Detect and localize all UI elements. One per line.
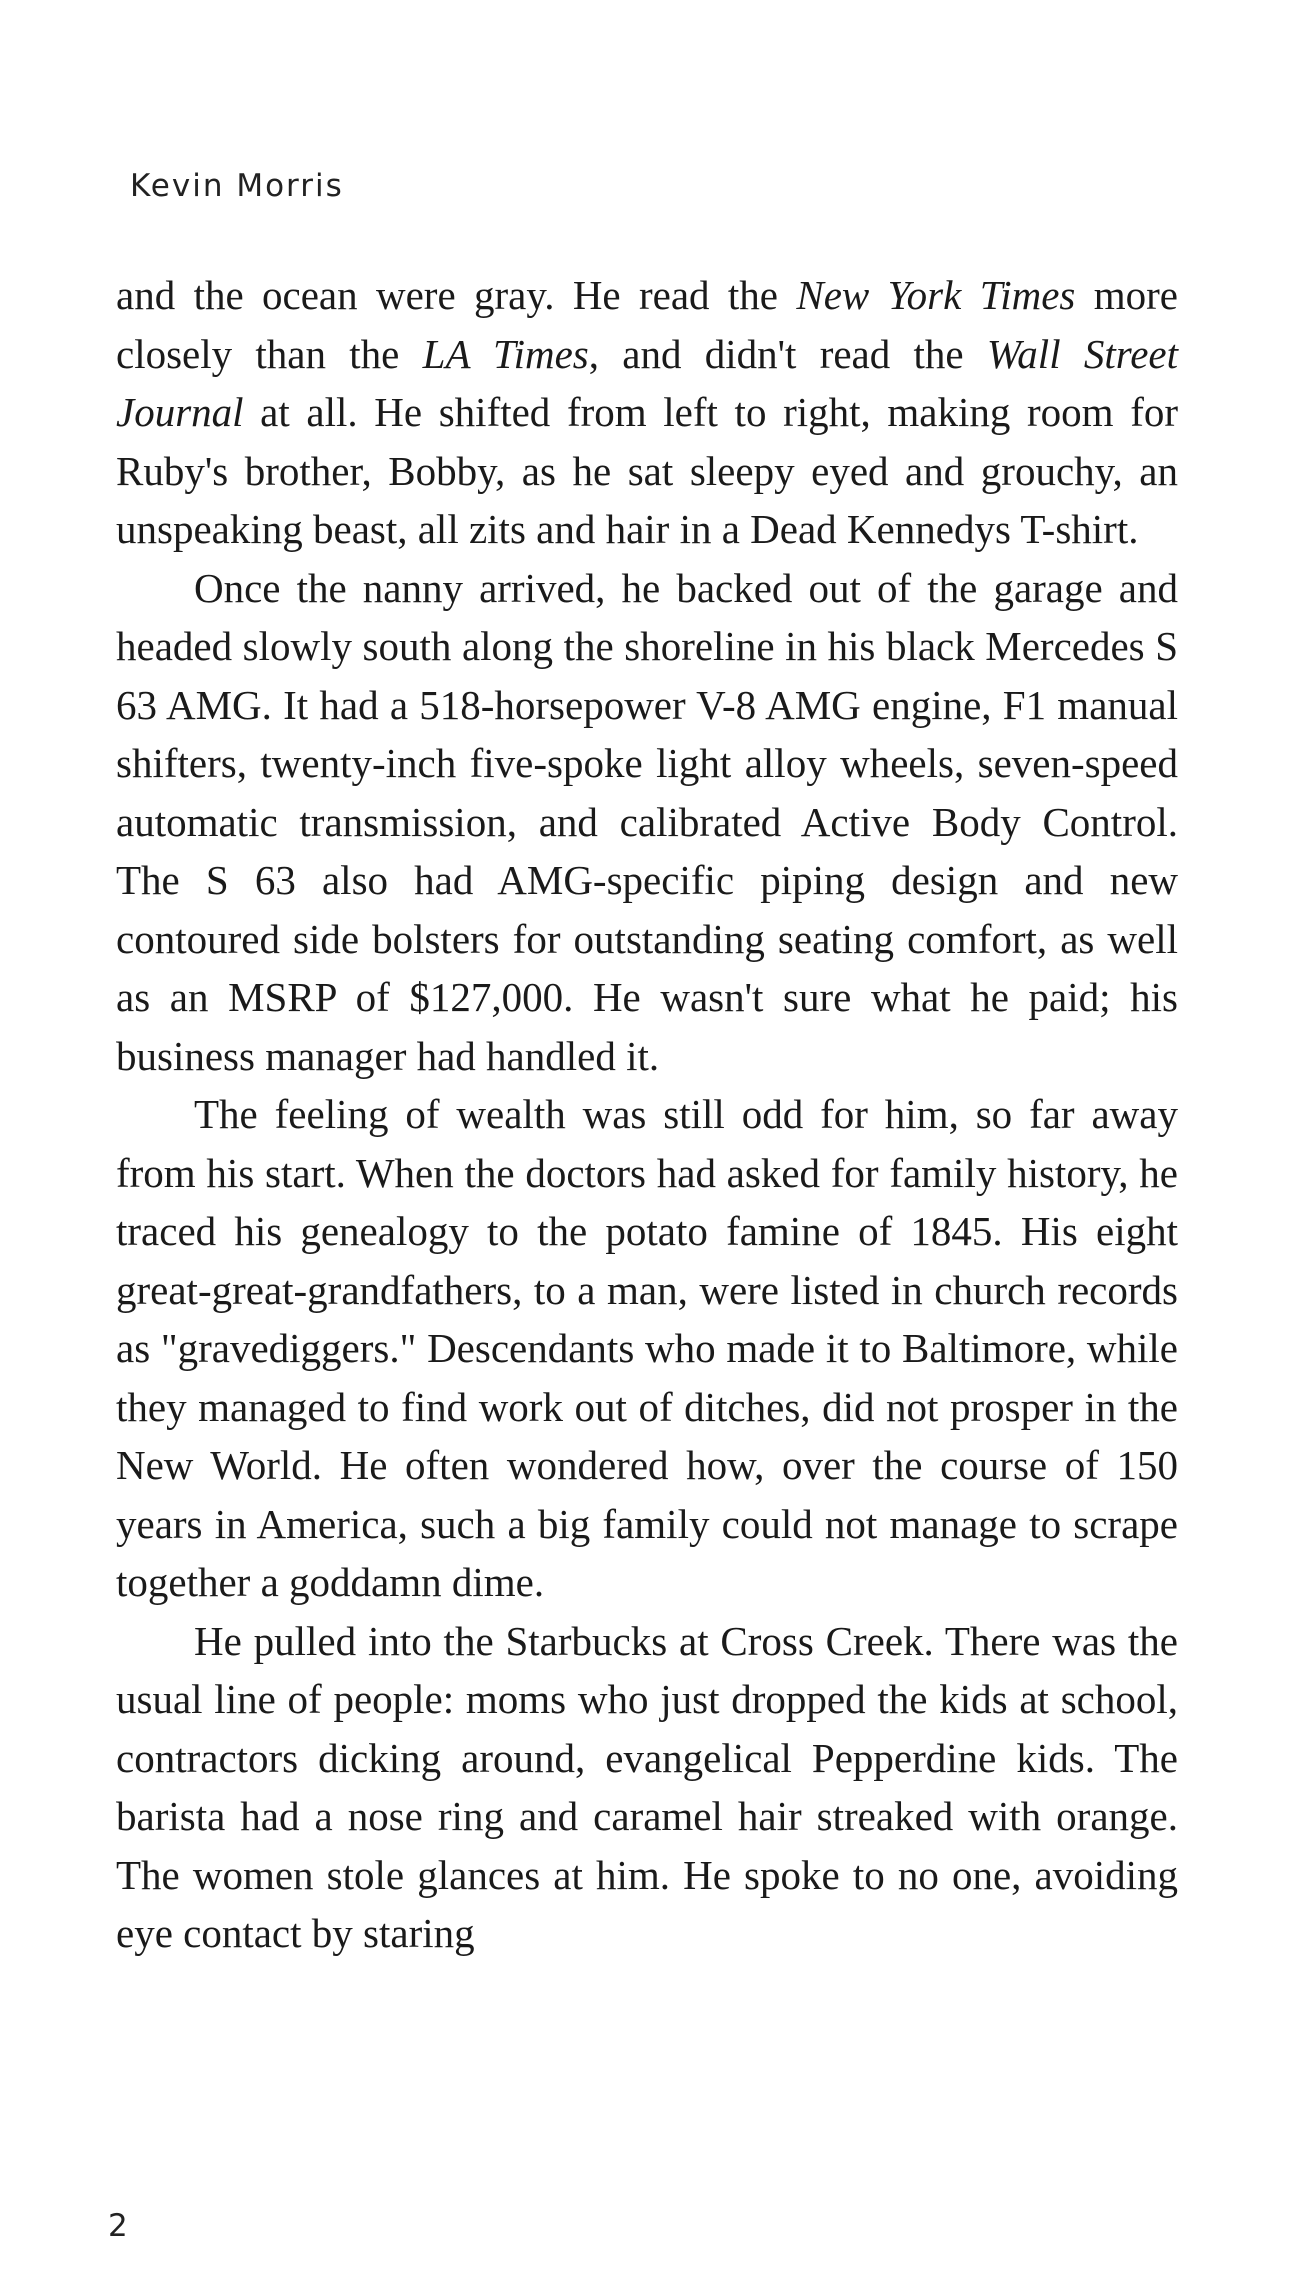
paragraph-3: The feeling of wealth was still odd for him, so far away from his start. When the doctors had asked for family history, he traced his genealogy to the potato famine of 1845. His eight great-great-grandfathers, to a man, were listed in church records as "gravediggers." Descendants who made it to Baltimore, while they managed to find work out of ditches, did not prosper in the New World. He often wondered how, over the course of 150 years in America, such a big family could not manage to scrape together a goddamn dime. [116, 1091, 1178, 1605]
paragraph-2: Once the nanny arrived, he backed out of the garage and headed slowly south along the shoreline in his black Mercedes S 63 AMG. It had a 518-horsepower V-8 AMG engine, F1 manual shifters, twenty-inch five-spoke light alloy wheels, seven-speed automatic transmission, and calibrated Active Body Control. The S 63 also had AMG-specific piping design and new contoured side bolsters for outstanding seating comfort, as well as an MSRP of $127,000. He wasn't sure what he paid; his business manager had handled it. [116, 564, 1178, 1079]
title-la-times: LA Times [422, 330, 589, 377]
paragraph-1-text-a: and the ocean were gray. He read the [116, 272, 797, 318]
paragraph-1-text-d: at all. He shifted from left to right, making room for Ruby's brother, Bobby, as he sat sleepy eyed and grouchy, an unspeaking beast, all zits and hair in a Dead Kennedys T-shirt. [116, 389, 1178, 552]
running-head-author: Kevin Morris [130, 168, 344, 204]
page-number: 2 [108, 2208, 128, 2244]
paragraph-4: He pulled into the Starbucks at Cross Creek. There was the usual line of people: moms who just dropped the kids at school, contractors dicking around, evangelical Pepperdine kids. The barista had a nose ring and caramel hair streaked with orange. The women stole glances at him. He spoke to no one, avoiding eye contact by staring [116, 1617, 1178, 1956]
paragraph-1 [116, 266, 1178, 559]
title-wall-street-journal: Wall Street Journal [116, 330, 1178, 435]
paragraph-1-text-c: , and didn't read the [588, 330, 987, 377]
body-text [116, 266, 1178, 1963]
paragraph-1-text-b: more closely than the [116, 272, 1179, 377]
title-new-york-times: New York Times [796, 272, 1076, 318]
